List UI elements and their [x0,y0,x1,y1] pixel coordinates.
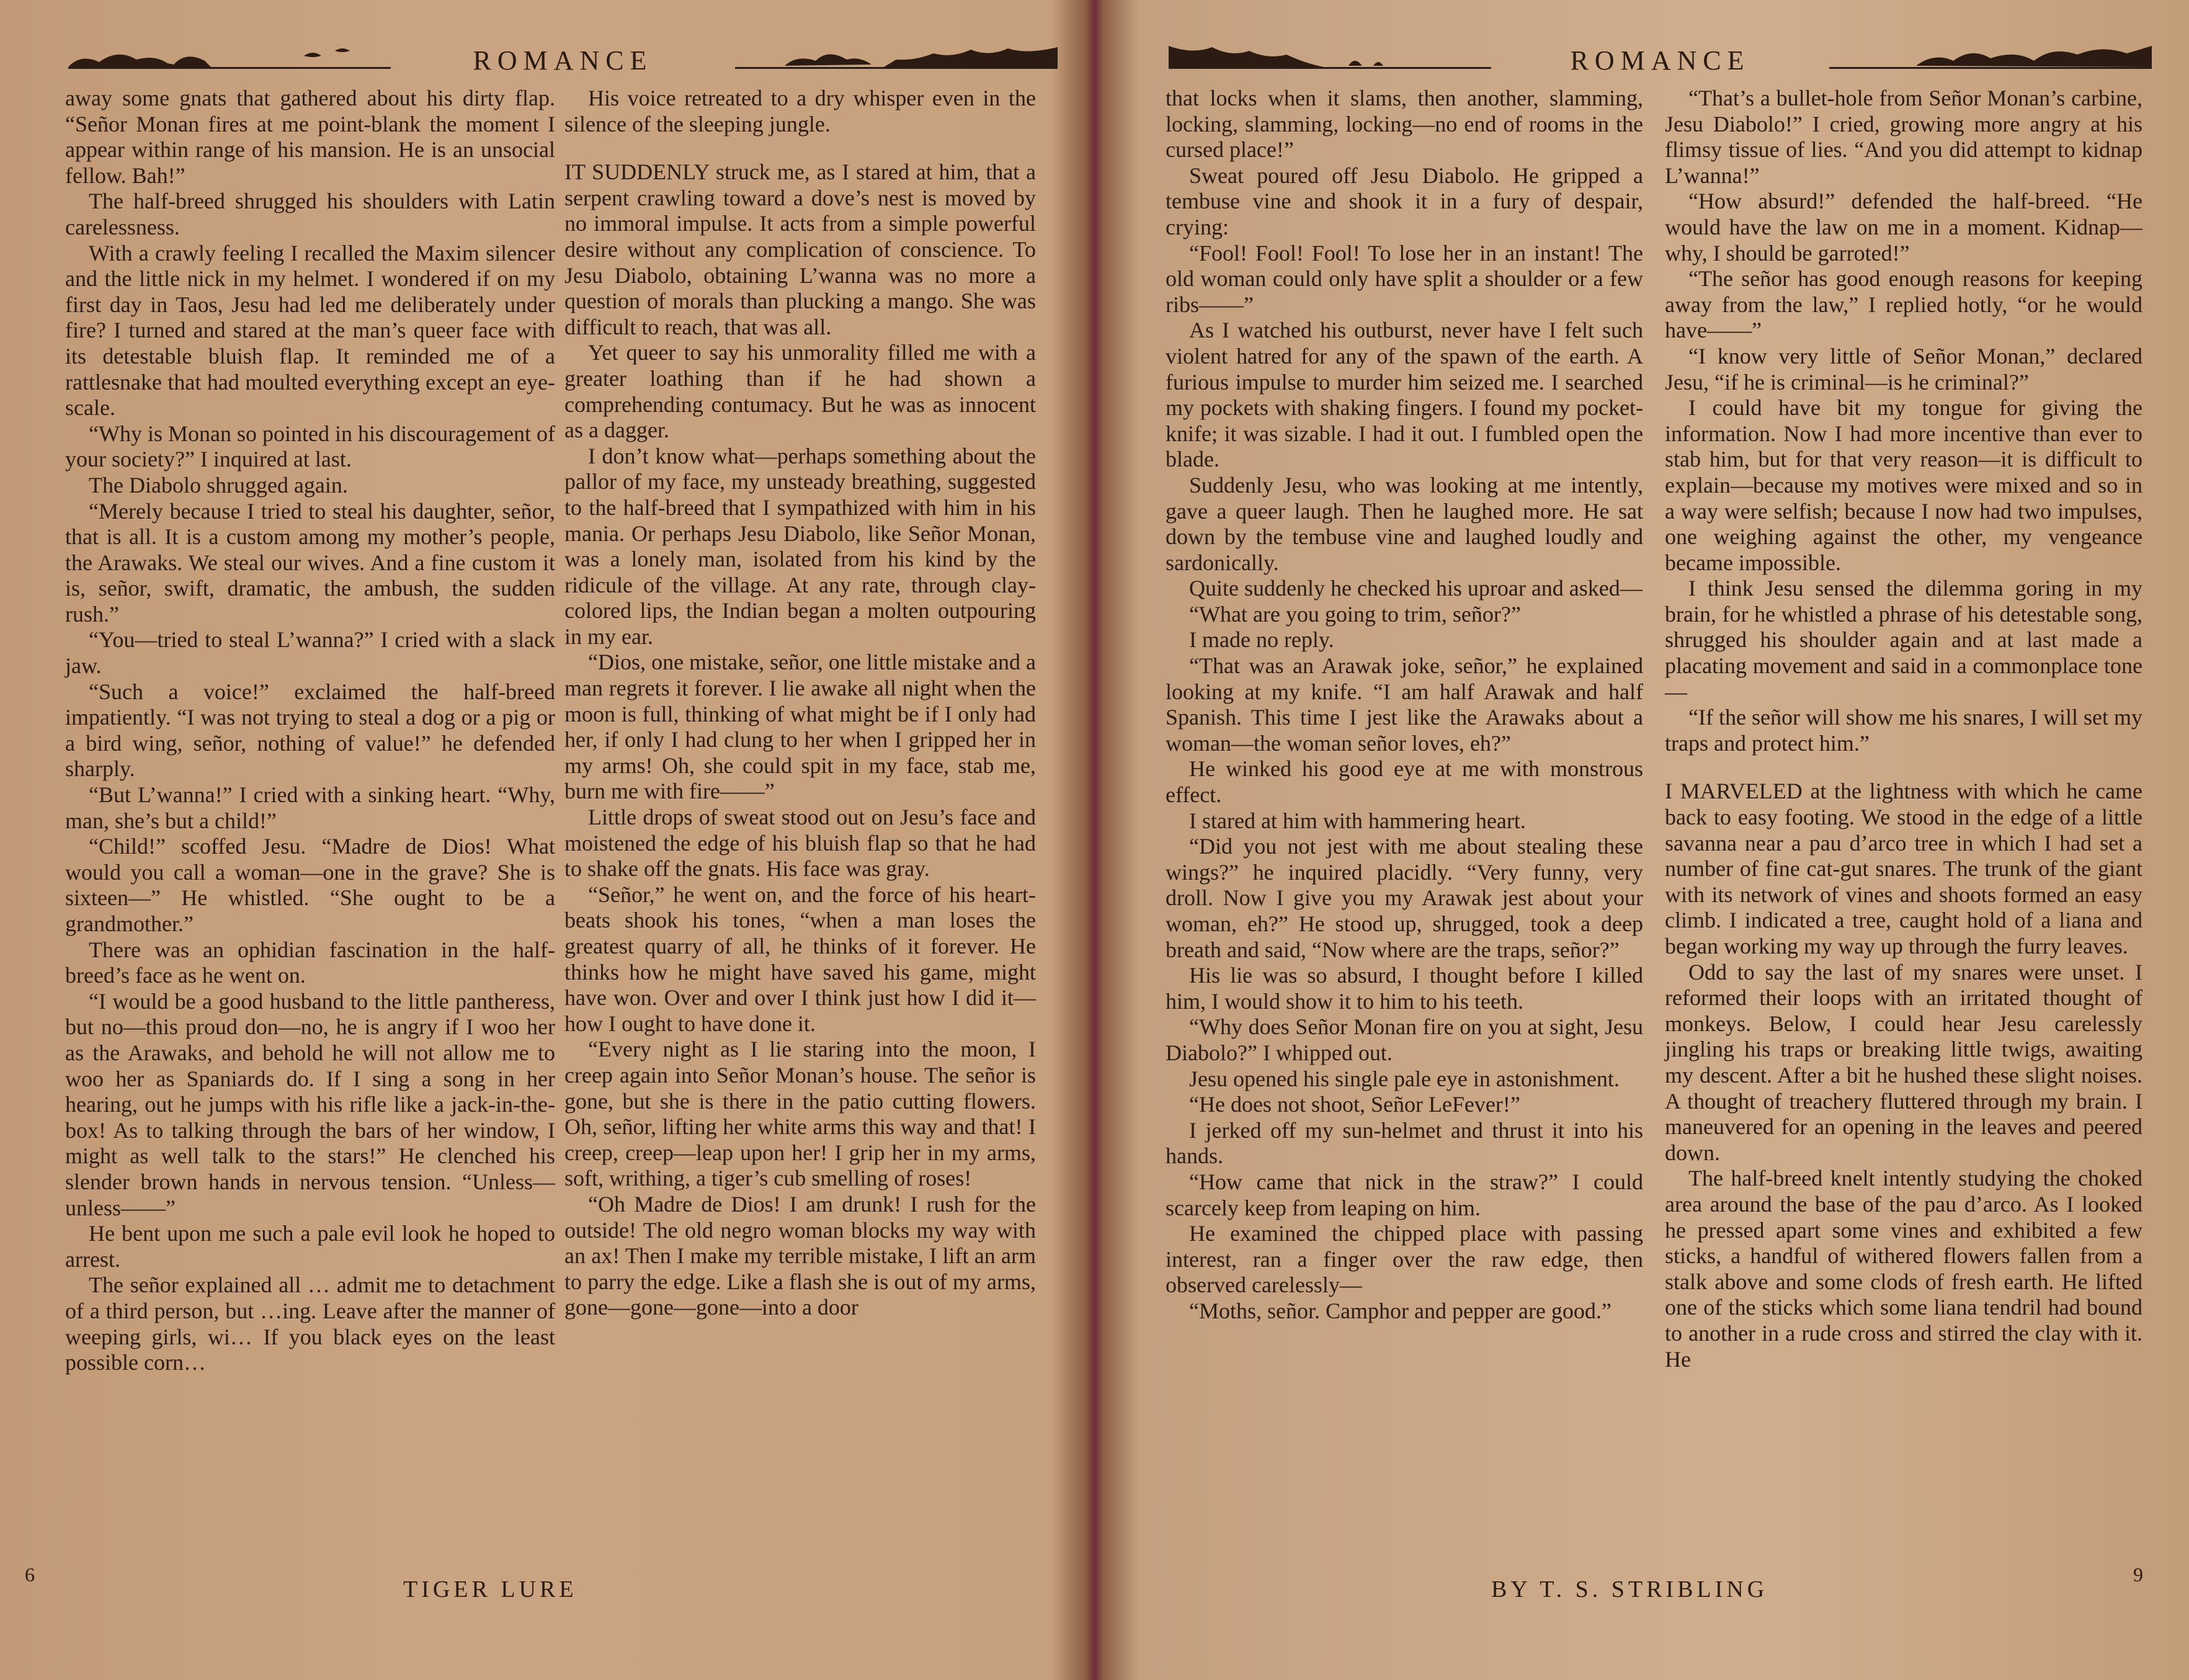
paragraph: “Every night as I lie staring into the moon, I creep again into Señor Monan’s house. The señor is gone, but she is there in the patio cutting flowers. Oh, señor, lifting her white arms this way and that! I creep, creep—leap upon her! I grip her in my arms, soft, writhing, a tiger’s cub smelling of roses! [564,1037,1036,1191]
landscape-ornament-icon [1169,42,1491,73]
right-page [1107,0,2189,1680]
paragraph: “Such a voice!” exclaimed the half-breed impatiently. “I was not trying to steal a dog or a pig or a bird wing, señor, nothing of value!” he defended sharply. [65,679,555,782]
paragraph: His lie was so absurd, I thought before I killed him, I would show it to him to his teeth. [1166,963,1643,1014]
paragraph: I made no reply. [1189,627,1334,653]
right-footer-byline: BY T. S. STRIBLING [1491,1576,1768,1602]
landscape-ornament-icon [1829,42,2152,73]
paragraph: I MARVELED at the lightness with which he came back to easy footing. We stood in the edge of a little savanna near a pau d’arco tree in which I had set a number of fine cat-gut snares. The trunk of the giant with its network of vines and shoots formed an easy climb. I indicated a tree, caught hold of a liana and began working my way up through the furry leaves. [1665,779,2142,958]
paragraph: “Moths, señor. Camphor and pepper are good.” [1189,1298,1612,1323]
paragraph: “Dios, one mistake, señor, one little mistake and a man regrets it forever. I lie awake all night when the moon is full, thinking of what might be if I only had her, if only I had clung to her when I gripped her in my arms! Oh, she could spit in my face, stab me, burn me with fire——” [564,650,1036,804]
paragraph: Little drops of sweat stood out on Jesu’s face and moistened the edge of his bluish flap so that he had to shake off the gnats. His face was gray. [564,805,1036,882]
paragraph: “Did you not jest with me about stealing these wings?” he inquired placidly. “Very funny, very droll. Now I give you my Arawak jest about your woman, eh?” He stood up, shrugged, took a deep breath and said, “Now where are the traps, señor?” [1166,834,1643,962]
paragraph: The señor explained all … admit me to detachment of a third person, but …ing. Leave after the manner of weeping girls, wi… If you black eyes on the least possible corn… [65,1272,555,1375]
paragraph: Suddenly Jesu, who was looking at me intently, gave a queer laugh. Then he laughed more. He sat down by the tembuse vine and laughed loudly and sardonically. [1166,472,1643,575]
paragraph: IT SUDDENLY struck me, as I stared at him, that a serpent crawling toward a dove’s nest is moved by no immoral impulse. It acts from a simple powerful desire without any complication of conscience. To Jesu Diabolo, obtaining L’wanna was no more a question of morals than plucking a mango. She was difficult to reach, that was all. [564,159,1036,339]
paragraph: Odd to say the last of my snares were unset. I reformed their loops with an irritated thought of monkeys. Below, I could hear Jesu carelessly jingling his traps or breaking little twigs, awaiting my descent. After a bit he hushed these slight noises. A thought of treachery fluttered through my brain. I maneuvered for an opening in the leaves and peered down. [1665,959,2142,1165]
paragraph: “What are you going to trim, señor?” [1189,601,1521,627]
right-running-title: ROMANCE [1570,45,1750,76]
paragraph: Jesu opened his single pale eye in astonishment. [1189,1066,1620,1091]
paragraph: The Diabolo shrugged again. [89,472,348,498]
paragraph: He examined the chipped place with passing interest, ran a finger over the raw edge, then observed carelessly— [1166,1221,1643,1298]
paragraph: “How came that nick in the straw?” I could scarcely keep from leaping on him. [1166,1169,1643,1220]
paragraph: The half-breed knelt intently studying the choked area around the base of the pau d’arco. As I looked he pressed apart some vines and exhibited a few sticks, a handful of withered flowers fallen from a stalk above and some clods of fresh earth. He lifted one of the sticks which some liana tendril had bound to another in a rude cross and stirred the clay with it. He [1665,1166,2142,1372]
landscape-ornament-icon [735,42,1058,73]
paragraph: Yet queer to say his unmorality filled me with a greater loathing than if he had shown a comprehending contumacy. But he was as innocent as a dagger. [564,340,1036,443]
left-column-1 [65,86,555,1376]
paragraph: “Child!” scoffed Jesu. “Madre de Dios! What would you call a woman—one in the grave? She is sixteen—” He whistled. “She ought to be a grandmother.” [65,834,555,936]
paragraph: As I watched his outburst, never have I felt such violent hatred for any of the spawn of the earth. A furious impulse to murder him seized me. I searched my pockets with shaking fingers. I found my pocket-knife; it was sizable. I had it out. I fumbled open the blade. [1166,318,1643,472]
right-page-number: 9 [2133,1563,2143,1586]
right-column-1 [1166,86,1643,1325]
left-footer-title: TIGER LURE [403,1576,577,1602]
left-column-2 [564,86,1036,1321]
paragraph: “Fool! Fool! Fool! To lose her in an instant! The old woman could only have split a shoulder or a few ribs——” [1166,240,1643,317]
paragraph: I could have bit my tongue for giving the information. Now I had more incentive than ever to stab him, but for that very reason—it is difficult to explain—because my motives were mixed and so in a way were selfish; because I now had two impulses, one weighing against the other, my vengeance became impossible. [1665,395,2142,575]
paragraph: “I would be a good husband to the little pantheress, but no—this proud don—no, he is angry if I woo her as the Arawaks, and behold he will not allow me to woo her as Spaniards do. If I sing a song in her hearing, out he jumps with his rifle like a jack-in-the-box! As to talking through the bars of her window, I might as well talk to the stars!” He clenched his slender brown hands in nervous tension. “Unless—unless——” [65,988,555,1220]
paragraph: He winked his good eye at me with monstrous effect. [1166,756,1643,808]
paragraph: I think Jesu sensed the dilemma goring in my brain, for he whistled a phrase of his detestable song, shrugged his shoulder again and at last made a placating movement and said in a commonplace tone— [1665,576,2142,704]
landscape-ornament-icon [68,42,391,73]
paragraph: “Merely because I tried to steal his daughter, señor, that is all. It is a custom among my mother’s people, the Arawaks. We steal our wives. And a fine custom it is, señor, swift, dramatic, the ambush, the sudden rush.” [65,498,555,627]
paragraph: “Why does Señor Monan fire on you at sight, Jesu Diabolo?” I whipped out. [1166,1014,1643,1065]
left-page [0,0,1082,1680]
paragraph: away some gnats that gathered about his dirty flap. “Señor Monan fires at me point-blank the moment I appear within range of his mansion. He is an unsocial fellow. Bah!” [65,86,555,188]
paragraph: “That’s a bullet-hole from Señor Monan’s carbine, Jesu Diabolo!” I cried, growing more angry at his flimsy tissue of lies. “And you did attempt to kidnap L’wanna!” [1665,86,2142,188]
right-column-2 [1665,86,2142,1372]
paragraph: “But L’wanna!” I cried with a sinking heart. “Why, man, she’s but a child!” [65,782,555,833]
paragraph: He bent upon me such a pale evil look he hoped to arrest. [65,1221,555,1272]
paragraph: “Oh Madre de Dios! I am drunk! I rush for the outside! The old negro woman blocks my way with an ax! Then I make my terrible mistake, I lift an arm to parry the edge. Like a flash she is out of my arms, gone—gone—gone—into a door [564,1191,1036,1320]
section-break [1665,756,2142,779]
paragraph: Sweat poured off Jesu Diabolo. He gripped a tembuse vine and shook it in a fury of despair, crying: [1166,163,1643,239]
paragraph: There was an ophidian fascination in the half-breed’s face as he went on. [65,937,555,988]
right-header [1169,38,2152,82]
paragraph: Quite suddenly he checked his uproar and asked— [1189,576,1643,601]
paragraph: “If the señor will show me his snares, I will set my traps and protect him.” [1665,705,2142,756]
paragraph: “You—tried to steal L’wanna?” I cried with a slack jaw. [65,627,555,679]
paragraph: I stared at him with hammering heart. [1189,808,1526,833]
left-running-title: ROMANCE [473,45,653,76]
paragraph: “The señor has good enough reasons for keeping away from the law,” I replied hotly, “or he would have——” [1665,266,2142,343]
paragraph: With a crawly feeling I recalled the Maxim silencer and the little nick in my helmet. I wondered if on my first day in Taos, Jesu had led me deliberately under fire? I turned and stared at the man’s queer face with its detestable bluish flap. It reminded me of a rattlesnake that had moulted everything except an eye-scale. [65,240,555,421]
paragraph: that locks when it slams, then another, slamming, locking, slamming, locking—no end of rooms in the cursed place!” [1166,86,1643,163]
paragraph: “I know very little of Señor Monan,” declared Jesu, “if he is criminal—is he criminal?” [1665,343,2142,395]
section-break [564,137,1036,159]
left-page-number: 6 [25,1563,35,1586]
paragraph: “That was an Arawak joke, señor,” he explained looking at my knife. “I am half Arawak and half Spanish. This time I jest like the Arawaks about a woman—the woman señor loves, eh?” [1166,653,1643,756]
paragraph: The half-breed shrugged his shoulders with Latin carelessness. [65,189,555,239]
paragraph: “Why is Monan so pointed in his discouragement of your society?” I inquired at last. [65,421,555,472]
paragraph: I jerked off my sun-helmet and thrust it into his hands. [1166,1117,1643,1169]
paragraph: I don’t know what—perhaps something about the pallor of my face, my unsteady breathing, suggested to the half-breed that I sympathized with him in his mania. Or perhaps Jesu Diabolo, like Señor Monan, was a lonely man, isolated from his kind by the ridicule of the village. At any rate, through clay-colored lips, the Indian began a molten outpouring in my ear. [564,443,1036,649]
paragraph: “How absurd!” defended the half-breed. “He would have the law on me in a moment. Kidnap—why, I should be garroted!” [1665,189,2142,266]
paragraph: “He does not shoot, Señor LeFever!” [1189,1092,1520,1117]
paragraph: His voice retreated to a dry whisper even in the silence of the sleeping jungle. [564,86,1036,136]
paragraph: “Señor,” he went on, and the force of his heart-beats shook his tones, “when a man loses the greatest quarry of all, he thinks of it forever. He thinks how he might have saved his game, might have won. Over and over I think just how I did it—how I ought to have done it. [564,882,1036,1036]
left-header [68,38,1058,82]
